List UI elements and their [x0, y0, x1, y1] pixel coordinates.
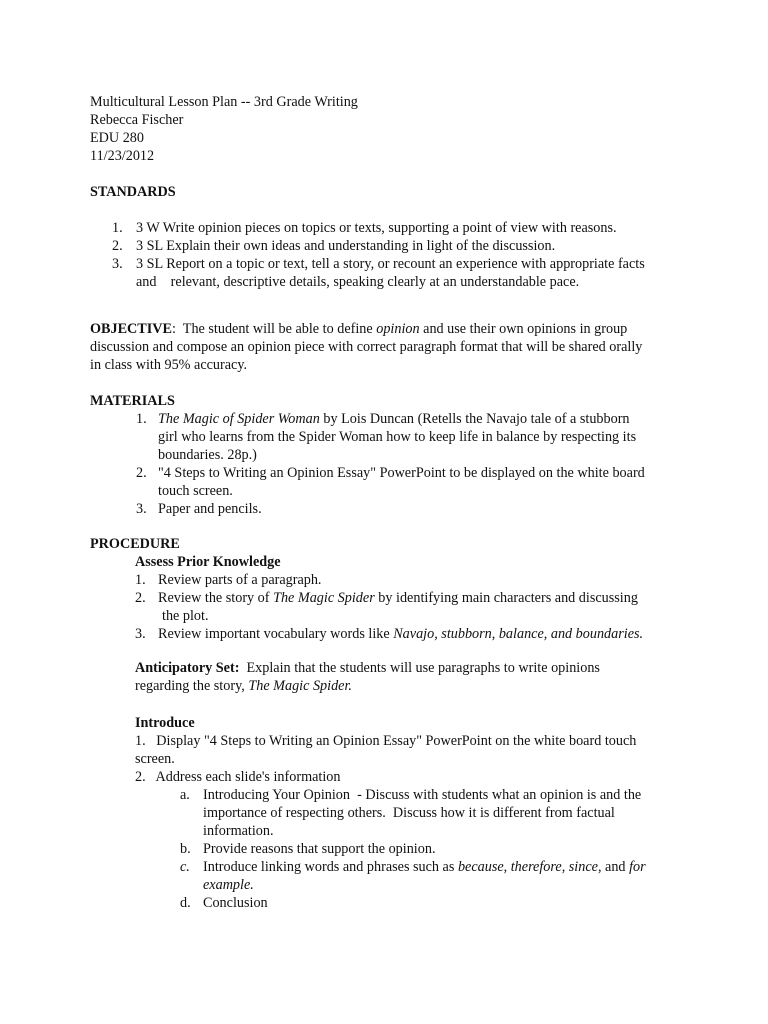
subitem	[180, 840, 768, 858]
assess-text-part: Review the story of	[158, 590, 274, 606]
anticipatory-set	[135, 659, 735, 695]
assess-number: 2.	[135, 590, 146, 606]
subitem-punct: ,	[561, 859, 569, 875]
standard-item	[90, 219, 690, 237]
anticipatory-text: Explain that the students will use paragraphs to write opinions	[239, 660, 600, 676]
assess-text: Review parts of a paragraph.	[158, 572, 322, 588]
material-line: boundaries. 28p.)	[158, 447, 257, 463]
introduce-list	[135, 732, 735, 786]
assess-item	[135, 571, 735, 589]
material-text	[158, 464, 645, 500]
linking-word: because	[457, 859, 504, 875]
assess-text-part: by identifying main characters and discussing	[374, 590, 638, 606]
assess-heading: Assess Prior Knowledge	[135, 554, 281, 570]
subitem-letter: a.	[180, 787, 190, 803]
subitem-letter: d.	[180, 895, 191, 911]
objective-label: OBJECTIVE	[90, 321, 172, 337]
objective-line	[90, 320, 690, 338]
assess-text-part: Review important vocabulary words like	[158, 626, 394, 642]
standards-list	[90, 219, 690, 291]
linking-word: therefore	[510, 859, 562, 875]
objective-line: in class with 95% accuracy.	[90, 357, 248, 373]
standards-heading: STANDARDS	[90, 184, 176, 200]
assess-item	[135, 589, 735, 625]
assess-list	[135, 571, 735, 643]
assess-text	[158, 625, 643, 643]
standard-text: 3 SL Report on a topic or text, tell a story, or recount an experience with appropriate facts	[136, 256, 645, 272]
material-item	[90, 410, 690, 464]
subitem-line: Conclusion	[203, 895, 268, 911]
introduce-item-continued: screen.	[135, 751, 175, 767]
assess-number: 1.	[135, 572, 146, 588]
procedure-heading: PROCEDURE	[90, 536, 180, 552]
standard-item	[90, 255, 690, 273]
subitem-line: Introduce linking words and phrases such as	[203, 859, 458, 875]
slide-subitems	[180, 786, 768, 912]
document-date: 11/23/2012	[90, 148, 155, 164]
objective-term: opinion	[376, 321, 420, 337]
introduce-item: 1. Display "4 Steps to Writing an Opinion Essay" PowerPoint on the white board touch	[135, 733, 637, 749]
introduce-heading: Introduce	[135, 715, 195, 731]
assess-text-part: the plot.	[162, 608, 209, 624]
materials-heading: MATERIALS	[90, 393, 175, 409]
material-item	[90, 464, 690, 500]
material-text	[158, 500, 262, 518]
subitem-line: Provide reasons that support the opinion.	[203, 841, 436, 857]
standard-number: 1.	[112, 220, 123, 236]
material-line: touch screen.	[158, 483, 233, 499]
standard-text: 3 SL Explain their own ideas and understanding in light of the discussion.	[136, 238, 556, 254]
standard-number: 3.	[112, 256, 123, 272]
material-text	[158, 410, 636, 464]
subitem-letter: b.	[180, 841, 191, 857]
introduce-item: 2. Address each slide's information	[135, 769, 341, 785]
story-title: The Magic Spider.	[248, 678, 352, 694]
assess-item	[135, 625, 735, 643]
material-item	[90, 500, 690, 518]
linking-word: for	[629, 859, 646, 875]
author-name: Rebecca Fischer	[90, 112, 184, 128]
subitem-text	[203, 786, 641, 840]
assess-text	[158, 589, 638, 625]
standard-text-continued: and relevant, descriptive details, speaking clearly at an understandable pace.	[136, 274, 580, 290]
objective-text: and use their own opinions in group	[419, 321, 628, 337]
anticipatory-label: Anticipatory Set:	[135, 660, 240, 676]
subitem	[180, 786, 768, 840]
objective-section	[90, 320, 690, 374]
subitem-punct: , and	[597, 859, 630, 875]
materials-list	[90, 410, 690, 518]
subitem-line: importance of respecting others. Discuss how it is different from factual	[203, 805, 615, 821]
standard-number: 2.	[112, 238, 123, 254]
material-line: "4 Steps to Writing an Opinion Essay" PowerPoint to be displayed on the white board	[158, 465, 645, 481]
subitem-punct: ,	[503, 859, 511, 875]
material-line: Paper and pencils.	[158, 501, 262, 517]
book-title: The Magic of Spider Woman	[158, 411, 320, 427]
subitem-text	[203, 858, 646, 894]
anticipatory-text: regarding the story,	[135, 678, 249, 694]
subitem	[180, 858, 768, 894]
material-number: 2.	[136, 465, 147, 481]
vocabulary-words: Navajo, stubborn, balance, and boundaries.	[393, 626, 644, 642]
objective-text: : The student will be able to define	[172, 321, 377, 337]
objective-line: discussion and compose an opinion piece with correct paragraph format that will be shared orally	[90, 339, 643, 355]
assess-number: 3.	[135, 626, 146, 642]
standard-item-continued	[90, 273, 690, 291]
linking-word: since	[568, 859, 598, 875]
subitem-letter: c.	[180, 859, 190, 875]
subitem-line: information.	[203, 823, 274, 839]
material-line: by Lois Duncan (Retells the Navajo tale of a stubborn	[319, 411, 630, 427]
standard-text: 3 W Write opinion pieces on topics or texts, supporting a point of view with reasons.	[136, 220, 617, 236]
material-number: 1.	[136, 411, 147, 427]
lesson-title: Multicultural Lesson Plan -- 3rd Grade Writing	[90, 94, 358, 110]
material-line: girl who learns from the Spider Woman how to keep life in balance by respecting its	[158, 429, 637, 445]
subitem-line: Introducing Your Opinion - Discuss with students what an opinion is and the	[203, 787, 642, 803]
course-code: EDU 280	[90, 130, 144, 146]
subitem	[180, 894, 768, 912]
material-number: 3.	[136, 501, 147, 517]
document-header	[90, 93, 690, 165]
linking-word: example.	[203, 877, 254, 893]
story-title: The Magic Spider	[273, 590, 375, 606]
standard-item	[90, 237, 690, 255]
